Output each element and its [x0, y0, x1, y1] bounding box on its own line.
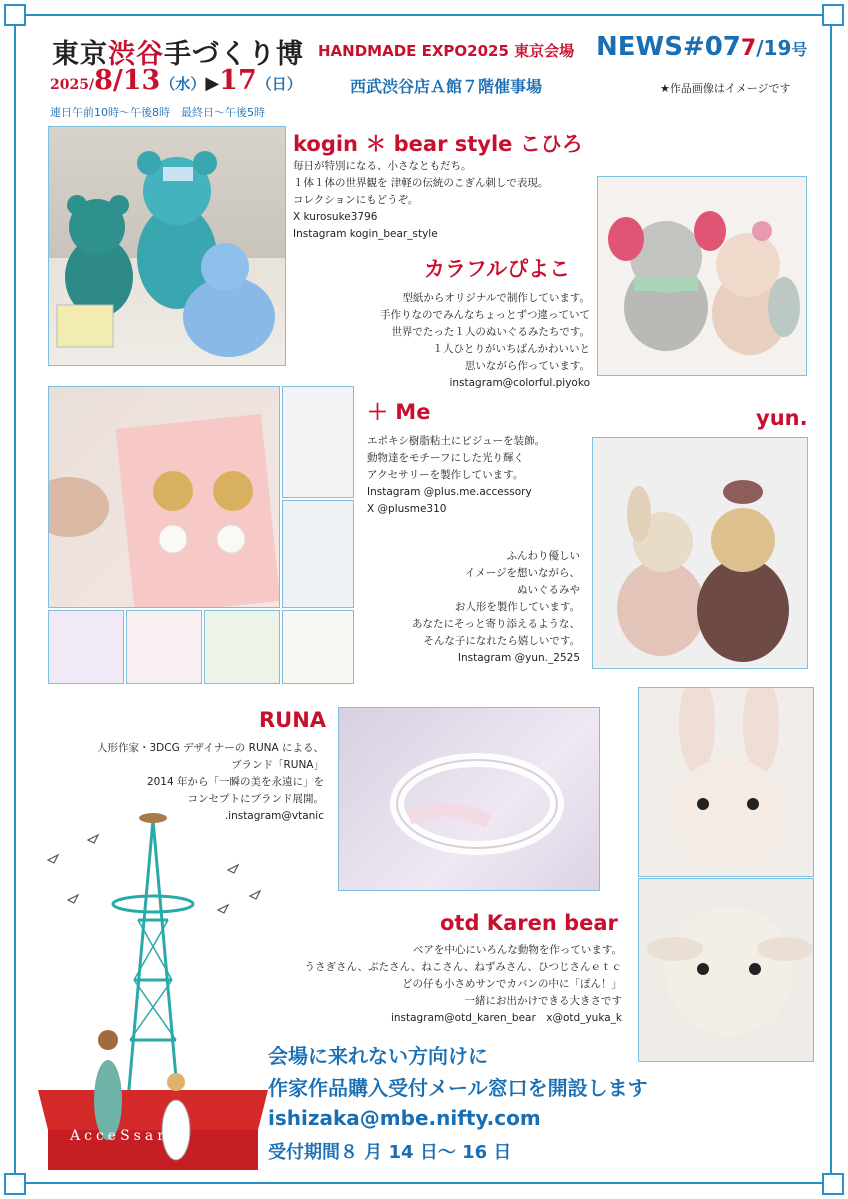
- otd-rabbit-photo: [638, 687, 814, 877]
- maker-name-otd: otd Karen bear: [440, 911, 618, 935]
- maker-desc-piyoko: 型紙からオリジナルで制作しています。 手作りなのでみんなちょっとずつ違っていて 世界でたった１人のぬいぐるみたちです。 １人ひとりがいちばんかわいいと 思いながら作っています。 instagram@colorful.piyoko: [380, 292, 590, 389]
- maker-desc-plus-me: エポキシ樹脂粘土にビジューを装飾。 動物達をモチーフにした光り輝く アクセサリーを製作しています。 Instagram @plus.me.accessory X @plusme310: [367, 435, 546, 515]
- title-part-accent: 渋谷: [108, 39, 164, 70]
- event-year: 2025/: [50, 77, 95, 93]
- news-number: [596, 32, 807, 62]
- banner-text: AcceSsary: [70, 1128, 180, 1144]
- venue: 西武渋谷店Ａ館７階催事場: [350, 77, 543, 96]
- runa-photo: [338, 707, 600, 891]
- title-part: 東京: [52, 39, 108, 70]
- image-note: ★作品画像はイメージです: [660, 82, 791, 95]
- plus-me-photo-5: [126, 610, 202, 684]
- piyoko-photo: [597, 176, 807, 376]
- maker-name-yun: yun.: [756, 406, 808, 430]
- title-part: 手づくり博: [164, 39, 304, 70]
- event-start-dow: （水）: [160, 75, 206, 93]
- notice-period: 受付期間８ 月 14 日〜 16 日: [268, 1142, 512, 1163]
- news-suffix: 号: [791, 40, 808, 59]
- otd-sheep-photo: [638, 878, 814, 1062]
- maker-name-kogin: kogin ＊ bear style こひろ: [293, 132, 583, 156]
- news-date: /19: [756, 36, 792, 60]
- frame-corner: [4, 4, 26, 26]
- frame-corner: [4, 1173, 26, 1195]
- tower-illustration: [28, 800, 278, 1170]
- notice-line-2: 作家作品購入受付メール窓口を開設します: [268, 1076, 648, 1100]
- maker-desc-yun: ふんわり優しい イメージを想いながら、 ぬいぐるみや お人形を製作しています。 あなたにそっと寄り添えるような、 そんな子になれたら嬉しいです。 Instagram @yun._2525: [412, 550, 580, 664]
- event-end-dow: （日）: [256, 75, 302, 93]
- arrow-icon: ▶: [205, 73, 220, 94]
- plus-me-photo-4: [48, 610, 124, 684]
- plus-me-photo-6: [204, 610, 280, 684]
- maker-desc-otd: ベアを中心にいろんな動物を作っています。 うさぎさん、ぶたさん、ねこさん、ねずみさん、ひつじさんｅｔｃ どの仔も小さめサンでカバンの中に「ぽん！」 一緒にお出かけできる大きさです instagram@otd_karen_bear x@otd_yuka_k: [304, 944, 622, 1024]
- expo-label: HANDMADE EXPO2025 東京会場: [318, 42, 575, 60]
- event-end-date: 17: [219, 65, 257, 96]
- news-issue: 7: [740, 36, 757, 61]
- maker-name-plus-me: ＋ Me: [367, 400, 431, 424]
- maker-desc-kogin: 毎日が特別になる、小さなともだち。 １体１体の世界観を 津軽の伝統のこぎん刺しで表現。 コレクションにもどうぞ。 X kurosuke3796 Instagram kogin_bear_style: [293, 160, 549, 240]
- frame-corner: [822, 4, 844, 26]
- notice-line-1: 会場に来れない方向けに: [268, 1044, 488, 1068]
- maker-name-piyoko: カラフルぴよこ: [424, 257, 571, 281]
- news-label: NEWS#07: [596, 32, 741, 62]
- frame-corner: [822, 1173, 844, 1195]
- maker-desc-runa: 人形作家・3DCG デザイナーの RUNA による、 ブランド「RUNA」 2014 年から「一瞬の美を永遠に」を コンセプトにブランド展開。 .instagram@vtanic: [96, 742, 324, 822]
- kogin-bear-photo: [48, 126, 286, 366]
- notice-email-link[interactable]: ishizaka@mbe.nifty.com: [268, 1106, 541, 1130]
- event-start-date: 8/13: [94, 65, 161, 96]
- yun-photo: [592, 437, 808, 669]
- opening-hours: 連日午前10時〜午後8時 最終日〜午後5時: [50, 106, 265, 119]
- event-dates: [50, 65, 302, 96]
- plus-me-main-photo: [48, 386, 280, 608]
- maker-name-runa: RUNA: [259, 708, 327, 732]
- plus-me-photo-2: [282, 386, 354, 498]
